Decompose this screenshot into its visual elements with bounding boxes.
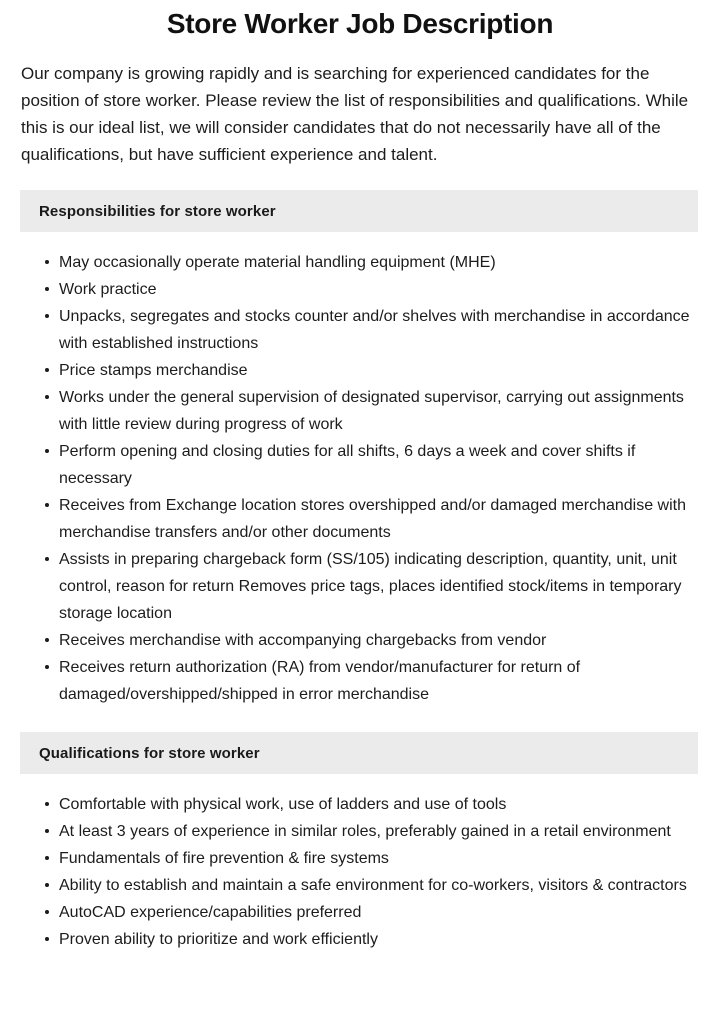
qualifications-section [0, 732, 720, 953]
qualifications-section-header [20, 732, 698, 774]
list-item: Assists in preparing chargeback form (SS/105) indicating description, quantity, unit, unit control, reason for return Removes price tags, places identified stock/items in temporary storage location [45, 546, 700, 627]
responsibilities-section-header [20, 190, 698, 232]
list-item: At least 3 years of experience in similar roles, preferably gained in a retail environment [45, 818, 700, 845]
page-title: Store Worker Job Description [166, 8, 554, 39]
list-item: Receives return authorization (RA) from vendor/manufacturer for return of damaged/overshipped/shipped in error merchandise [45, 654, 700, 708]
list-item: Proven ability to prioritize and work efficiently [45, 926, 700, 953]
list-item: AutoCAD experience/capabilities preferred [45, 899, 700, 926]
list-item: May occasionally operate material handling equipment (MHE) [45, 249, 700, 276]
intro-paragraph: Our company is growing rapidly and is searching for experienced candidates for the position of store worker. Please review the list of responsibilities and qualifications. While this is our ideal list, we will consider candidates that do not necessarily have all of the qualifications, but have sufficient experience and talent. [21, 64, 689, 164]
list-item: Fundamentals of fire prevention & fire systems [45, 845, 700, 872]
responsibilities-list [0, 232, 720, 708]
list-item: Receives merchandise with accompanying chargebacks from vendor [45, 627, 700, 654]
list-item: Price stamps merchandise [45, 357, 700, 384]
responsibilities-heading: Responsibilities for store worker [39, 202, 276, 220]
list-item: Receives from Exchange location stores overshipped and/or damaged merchandise with merchandise transfers and/or other documents [45, 492, 700, 546]
list-item: Comfortable with physical work, use of ladders and use of tools [45, 791, 700, 818]
responsibilities-section [0, 190, 720, 708]
qualifications-list [0, 774, 720, 953]
list-item: Unpacks, segregates and stocks counter and/or shelves with merchandise in accordance with established instructions [45, 303, 700, 357]
list-item: Ability to establish and maintain a safe environment for co-workers, visitors & contractors [45, 872, 700, 899]
list-item: Works under the general supervision of designated supervisor, carrying out assignments with little review during progress of work [45, 384, 700, 438]
list-item: Work practice [45, 276, 700, 303]
list-item: Perform opening and closing duties for all shifts, 6 days a week and cover shifts if necessary [45, 438, 700, 492]
qualifications-heading: Qualifications for store worker [39, 744, 260, 762]
